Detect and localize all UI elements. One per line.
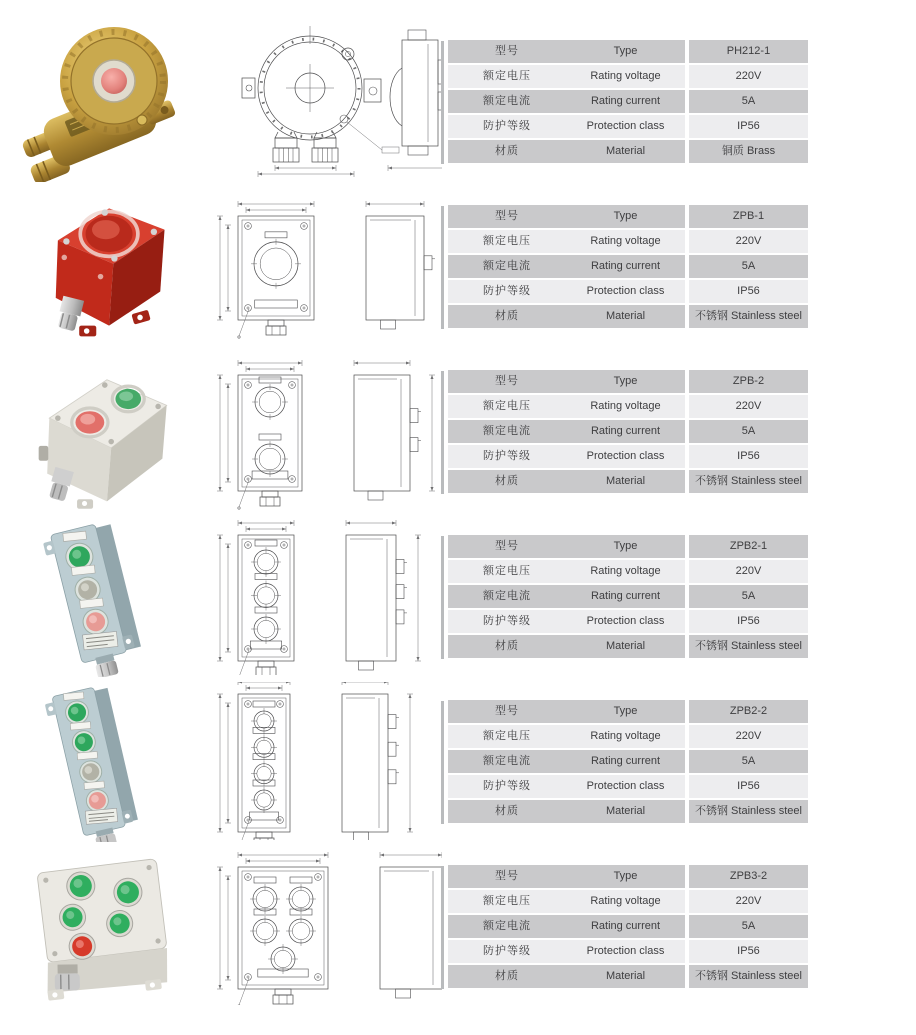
spec-label-zh: 防护等级 [483, 945, 531, 957]
spec-label-en: Material [605, 970, 646, 982]
spec-table [448, 865, 808, 990]
spec-label-zh: 防护等级 [483, 120, 531, 132]
spec-label-cell [448, 535, 685, 558]
spec-label-en: Protection class [586, 120, 665, 132]
spec-row [448, 535, 808, 558]
spec-label-cell [448, 775, 685, 798]
spec-row [448, 230, 808, 253]
spec-value: 5A [689, 915, 808, 938]
spec-row [448, 115, 808, 138]
spec-value: ZPB2-1 [689, 535, 808, 558]
spec-label-zh: 防护等级 [483, 450, 531, 462]
spec-label-en: Rating voltage [590, 400, 661, 412]
spec-row [448, 940, 808, 963]
spec-label-cell [448, 370, 685, 393]
spec-row [448, 865, 808, 888]
spec-row [448, 700, 808, 723]
spec-label-en: Rating voltage [590, 70, 661, 82]
spec-table [448, 370, 808, 495]
spec-label-en: Protection class [586, 780, 665, 792]
spec-row [448, 90, 808, 113]
spec-label-en: Protection class [586, 615, 665, 627]
spec-value: 220V [689, 560, 808, 583]
table-accent-bar [441, 536, 444, 659]
spec-label-cell [448, 230, 685, 253]
spec-value: 不锈钢 Stainless steel [689, 470, 808, 493]
table-accent-bar [441, 206, 444, 329]
spec-value: 不锈钢 Stainless steel [689, 800, 808, 823]
spec-label-cell [448, 205, 685, 228]
spec-value: 铜质 Brass [689, 140, 808, 163]
spec-value: 5A [689, 255, 808, 278]
spec-label-zh: 额定电压 [483, 70, 531, 82]
product-row-zpb-1 [0, 185, 916, 350]
spec-label-cell [448, 40, 685, 63]
spec-label-zh: 型号 [495, 540, 519, 552]
technical-drawing-svg [192, 847, 442, 1005]
spec-label-cell [448, 585, 685, 608]
spec-label-cell [448, 115, 685, 138]
technical-drawing-svg [192, 517, 442, 675]
spec-label-en: Material [605, 805, 646, 817]
spec-label-cell [448, 890, 685, 913]
spec-row [448, 890, 808, 913]
spec-label-zh: 额定电流 [483, 920, 531, 932]
spec-label-zh: 型号 [495, 210, 519, 222]
spec-label-cell [448, 140, 685, 163]
spec-label-en: Type [613, 540, 638, 552]
spec-value: 220V [689, 230, 808, 253]
product-row-ph212-1 [0, 20, 916, 185]
spec-label-zh: 材质 [495, 970, 519, 982]
spec-label-zh: 材质 [495, 475, 519, 487]
cable-gland [55, 964, 80, 990]
spec-value: IP56 [689, 610, 808, 633]
spec-label-cell [448, 445, 685, 468]
product-row-zpb3-2 [0, 845, 916, 1010]
spec-label-zh: 型号 [495, 870, 519, 882]
white-box-image [22, 352, 194, 512]
spec-label-zh: 型号 [495, 375, 519, 387]
technical-drawing-svg [192, 352, 442, 510]
spec-value: 5A [689, 90, 808, 113]
table-accent-bar [441, 371, 444, 494]
spec-label-zh: 额定电压 [483, 565, 531, 577]
spec-table [448, 535, 808, 660]
technical-drawing-one-button-box [192, 187, 442, 345]
spec-label-zh: 额定电流 [483, 95, 531, 107]
spec-label-en: Type [613, 870, 638, 882]
spec-label-zh: 材质 [495, 310, 519, 322]
spec-label-zh: 额定电流 [483, 425, 531, 437]
spec-row [448, 65, 808, 88]
product-photo-gray-three-button-box [22, 517, 194, 677]
spec-row [448, 800, 808, 823]
spec-label-cell [448, 255, 685, 278]
spec-value: 5A [689, 420, 808, 443]
table-accent-bar [441, 866, 444, 989]
spec-label-cell [448, 635, 685, 658]
spec-label-zh: 型号 [495, 705, 519, 717]
spec-row [448, 420, 808, 443]
spec-label-en: Rating voltage [590, 895, 661, 907]
spec-label-en: Type [613, 210, 638, 222]
spec-value: 220V [689, 395, 808, 418]
spec-label-cell [448, 420, 685, 443]
spec-value: IP56 [689, 775, 808, 798]
spec-label-zh: 型号 [495, 45, 519, 57]
gray-box-image [22, 682, 194, 842]
spec-label-cell [448, 750, 685, 773]
spec-label-en: Rating voltage [590, 565, 661, 577]
spec-row [448, 775, 808, 798]
spec-label-en: Material [605, 475, 646, 487]
spec-value: PH212-1 [689, 40, 808, 63]
spec-label-zh: 材质 [495, 805, 519, 817]
technical-drawing-three-button-box [192, 517, 442, 675]
spec-label-cell [448, 65, 685, 88]
spec-label-cell [448, 305, 685, 328]
spec-label-en: Type [613, 375, 638, 387]
spec-value: 不锈钢 Stainless steel [689, 965, 808, 988]
spec-row [448, 280, 808, 303]
spec-label-zh: 材质 [495, 640, 519, 652]
spec-value: IP56 [689, 280, 808, 303]
spec-value: IP56 [689, 445, 808, 468]
spec-table [448, 700, 808, 825]
spec-label-en: Rating current [590, 260, 661, 272]
spec-row [448, 255, 808, 278]
red-box-image [22, 187, 194, 347]
spec-label-cell [448, 965, 685, 988]
product-photo-brass-round-pushbutton [22, 22, 194, 182]
product-row-zpb-2 [0, 350, 916, 515]
spec-label-zh: 额定电压 [483, 895, 531, 907]
spec-label-en: Material [605, 310, 646, 322]
spec-row [448, 140, 808, 163]
product-row-zpb2-1 [0, 515, 916, 680]
product-photo-white-two-button-box [22, 352, 194, 512]
white-box-image [22, 847, 194, 1007]
spec-value: 5A [689, 585, 808, 608]
spec-value: ZPB-1 [689, 205, 808, 228]
spec-label-en: Rating current [590, 920, 661, 932]
spec-row [448, 585, 808, 608]
spec-label-en: Material [605, 640, 646, 652]
spec-row [448, 40, 808, 63]
spec-value: IP56 [689, 940, 808, 963]
spec-label-en: Rating current [590, 755, 661, 767]
product-row-zpb2-2 [0, 680, 916, 845]
spec-label-en: Rating voltage [590, 235, 661, 247]
spec-label-en: Protection class [586, 450, 665, 462]
spec-row [448, 370, 808, 393]
spec-value: 220V [689, 65, 808, 88]
box-lid-face [37, 859, 167, 963]
spec-label-zh: 额定电流 [483, 260, 531, 272]
spec-table [448, 40, 808, 165]
spec-label-cell [448, 725, 685, 748]
technical-drawing-four-button-box [192, 682, 442, 840]
spec-label-cell [448, 470, 685, 493]
spec-value: ZPB-2 [689, 370, 808, 393]
spec-label-en: Protection class [586, 945, 665, 957]
spec-row [448, 305, 808, 328]
spec-value: 5A [689, 750, 808, 773]
spec-label-cell [448, 395, 685, 418]
spec-label-cell [448, 90, 685, 113]
product-photo-red-single-button-box [22, 187, 194, 347]
spec-label-zh: 材质 [495, 145, 519, 157]
spec-label-en: Material [605, 145, 646, 157]
spec-row [448, 725, 808, 748]
technical-drawing-two-button-box [192, 352, 442, 510]
gray-box-image [22, 517, 194, 677]
red-pushbutton [101, 68, 127, 94]
spec-row [448, 965, 808, 988]
spec-value: 220V [689, 725, 808, 748]
spec-label-cell [448, 915, 685, 938]
spec-value: ZPB3-2 [689, 865, 808, 888]
spec-label-zh: 防护等级 [483, 285, 531, 297]
table-accent-bar [441, 701, 444, 824]
spec-row [448, 635, 808, 658]
spec-row [448, 750, 808, 773]
spec-label-cell [448, 610, 685, 633]
product-photo-white-five-button-box [22, 847, 194, 1007]
spec-label-cell [448, 560, 685, 583]
spec-label-en: Rating current [590, 425, 661, 437]
spec-value: 不锈钢 Stainless steel [689, 305, 808, 328]
technical-drawing-round-station [192, 22, 442, 180]
spec-row [448, 610, 808, 633]
spec-value: ZPB2-2 [689, 700, 808, 723]
spec-label-en: Rating current [590, 95, 661, 107]
spec-label-zh: 额定电流 [483, 590, 531, 602]
spec-row [448, 445, 808, 468]
spec-label-cell [448, 865, 685, 888]
spec-label-cell [448, 700, 685, 723]
spec-label-zh: 防护等级 [483, 780, 531, 792]
spec-label-zh: 额定电压 [483, 730, 531, 742]
spec-label-en: Protection class [586, 285, 665, 297]
spec-value: 不锈钢 Stainless steel [689, 635, 808, 658]
technical-drawing-svg [192, 187, 442, 345]
technical-drawing-svg [192, 22, 442, 180]
spec-label-en: Type [613, 45, 638, 57]
spec-label-en: Rating voltage [590, 730, 661, 742]
spec-label-en: Rating current [590, 590, 661, 602]
spec-row [448, 395, 808, 418]
technical-drawing-svg [192, 682, 442, 840]
product-photo-gray-four-button-box [22, 682, 194, 842]
table-accent-bar [441, 41, 444, 164]
spec-row [448, 470, 808, 493]
spec-label-cell [448, 280, 685, 303]
spec-row [448, 560, 808, 583]
spec-table [448, 205, 808, 330]
spec-value: IP56 [689, 115, 808, 138]
spec-label-cell [448, 800, 685, 823]
spec-value: 220V [689, 890, 808, 913]
technical-drawing-five-button-box [192, 847, 442, 1005]
spec-label-zh: 额定电流 [483, 755, 531, 767]
spec-label-zh: 防护等级 [483, 615, 531, 627]
spec-label-zh: 额定电压 [483, 400, 531, 412]
spec-label-zh: 额定电压 [483, 235, 531, 247]
spec-label-cell [448, 940, 685, 963]
brass-pushbutton-image [22, 22, 194, 182]
spec-label-en: Type [613, 705, 638, 717]
spec-row [448, 205, 808, 228]
spec-row [448, 915, 808, 938]
